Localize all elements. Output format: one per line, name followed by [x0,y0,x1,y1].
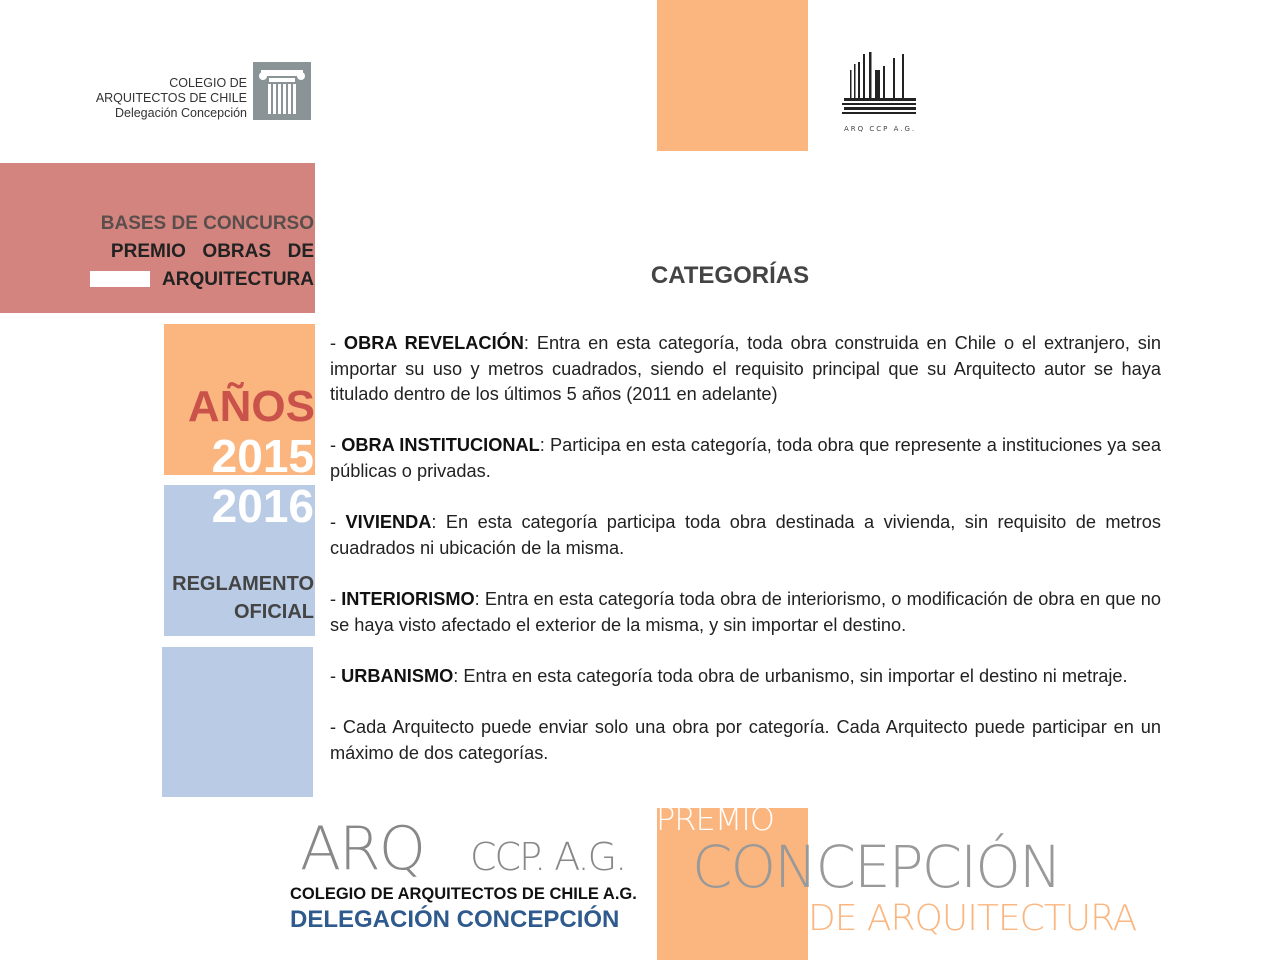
category-name: VIVIENDA [345,512,432,533]
column-icon [253,62,311,120]
logo-line: ARQUITECTOS DE CHILE [95,91,247,105]
category-text: : Participa en esta categoría, toda obra que represente a instituciones ya sea públicas o privadas. [330,435,1161,481]
section-heading: CATEGORÍAS [650,262,810,289]
category-name: INTERIORISMO [341,588,475,609]
footer-premio: PREMIO [656,800,774,838]
orange-block-top [657,0,808,151]
footer-delegacion: DELEGACIÓN CONCEPCIÓN [290,906,620,933]
logo-line: Delegación Concepción [114,106,247,120]
colegio-logo [90,62,315,122]
category-item: - OBRA INSTITUCIONAL: Participa en esta categoría, toda obra que represente a instituciones ya sea públicas o privadas. [330,435,1161,481]
category-text: : En esta categoría participa toda obra destinada a vivienda, sin requisito de metros cuadrados ni ubicación de la misma. [330,512,1161,558]
category-name: OBRA INSTITUCIONAL [341,435,540,456]
footer-colegio: COLEGIO DE ARQUITECTOS DE CHILE A.G. [290,885,637,903]
year-2016: 2016 [211,480,314,532]
category-text: : Entra en esta categoría toda obra de interiorismo, o modificación de obra en que no se haya visto afectado el exterior de la misma, y sin importar el destino. [330,588,1161,635]
footer-arq: ARQ [300,814,424,884]
years-anos: AÑOS [187,382,315,431]
footer-de-arquitectura: DE ARQUITECTURA [808,898,1137,939]
logo-line: COLEGIO DE [169,76,247,90]
title-line-1: BASES DE CONCURSO [100,213,314,234]
blue-block-bottom [162,647,313,797]
footer-ccp: CCP. A.G. [470,835,626,879]
arq-ccp-logo [840,50,920,145]
title-line-3: ARQUITECTURA [162,269,314,290]
title-line-2: PREMIO OBRAS DE [110,241,314,262]
category-item: - URBANISMO: Entra en esta categoría toda obra de urbanismo, sin importar el destino ni metraje. [330,665,1128,686]
regulation-label [172,570,314,626]
category-item: - VIVIENDA: En esta categoría participa toda obra destinada a vivienda, sin requisito de metros cuadrados ni ubicación de la misma. [330,512,1161,558]
category-item: - INTERIORISMO: Entra en esta categoría toda obra de interiorismo, o modificación de obra en que no se haya visto afectado el exterior de la misma, y sin importar el destino. [330,588,1161,635]
category-text: : Entra en esta categoría toda obra de urbanismo, sin importar el destino ni metraje. [453,665,1128,686]
arq-ccp-logo-text: ARQ CCP A.G. [844,125,917,133]
year-2015: 2015 [211,430,314,482]
category-name: OBRA REVELACIÓN [343,333,524,353]
category-item: - OBRA REVELACIÓN: Entra en esta categoría, toda obra construida en Chile o el extranjero, sin importar su uso y metros cuadrados, siendo el requisito principal que su Arquitecto autor se haya titulado dentro de los últimos 5 años (2011 en adelante) [330,333,1161,405]
category-name: URBANISMO [341,665,454,686]
footer-concepcion: CONCEPCIÓN [692,833,1061,901]
category-text: : Entra en esta categoría, toda obra construida en Chile o el extranjero, sin importar su uso y metros cuadrados, siendo el requisito principal que su Arquitecto autor se haya titulado dentro de los últimos 5 años (2011 en adelante) [330,333,1161,405]
document-title [101,210,314,294]
reg-line-1: REGLAMENTO [172,573,314,595]
categories-list [330,331,1161,792]
reg-line-2: OFICIAL [234,601,314,623]
rules-note: - Cada Arquitecto puede enviar solo una obra por categoría. Cada Arquitecto puede participar en un máximo de dos categorías. [330,716,1161,763]
